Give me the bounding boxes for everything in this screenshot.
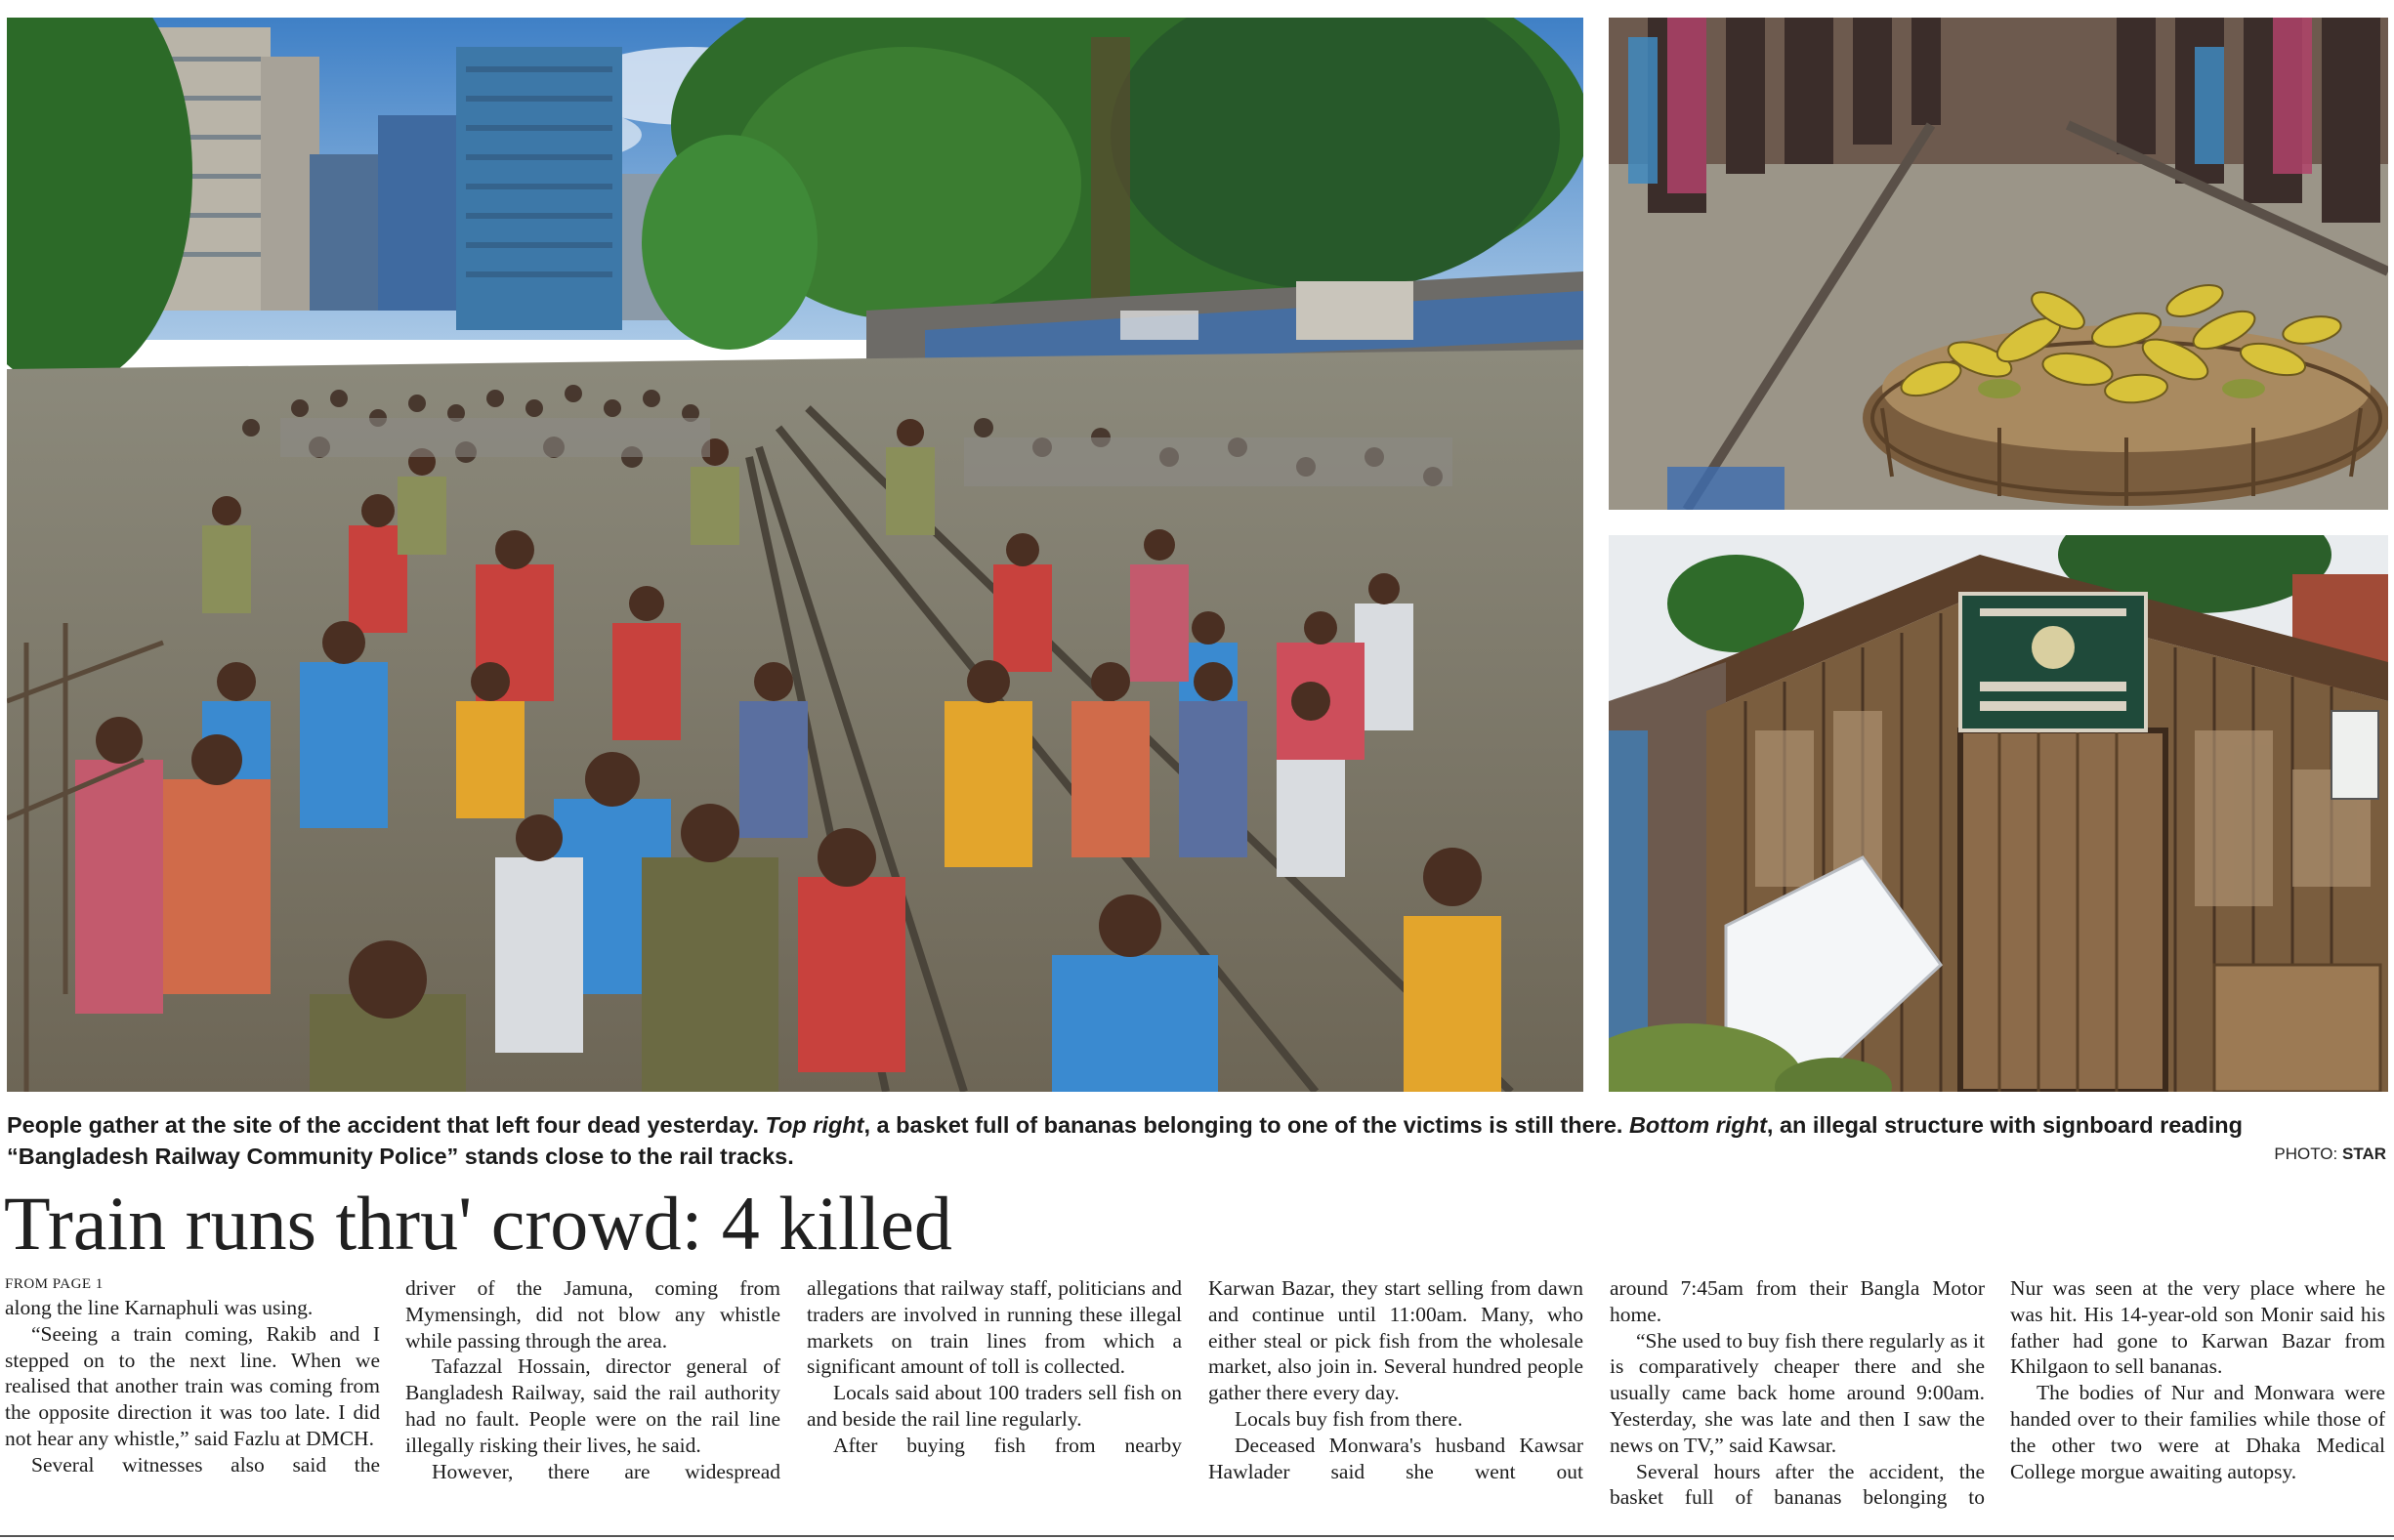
paragraph: Several hours after the accident, the basket full of bananas belonging to xyxy=(1610,1459,1985,1510)
paragraph: Locals buy fish from there. xyxy=(1235,1406,1463,1431)
paragraph: driver of the Jamuna, coming from Mymensingh, did not blow any whistle while passing through the area. xyxy=(405,1276,780,1353)
paragraph: around 7:45am from their Bangla Motor home. xyxy=(1610,1276,1985,1326)
paragraph: Nur was seen at the very place where he was hit. His 14-year-old son Monir said his father had gone to Karwan Bazar from Khilgaon to sell bananas. xyxy=(2010,1276,2385,1379)
photo-credit-source: STAR xyxy=(2341,1145,2386,1163)
paragraph: along the line Karnaphuli was using. xyxy=(5,1296,314,1319)
article-column-3 xyxy=(807,1275,1182,1459)
paragraph: allegations that railway staff, politicians and traders are involved in running these illegal markets on train lines from which a significant amount of toll is collected. xyxy=(807,1276,1182,1379)
photo-caption xyxy=(7,1109,2386,1172)
tin-shack-illustration xyxy=(1609,535,2388,1092)
paragraph: After buying fish from nearby xyxy=(833,1433,1182,1457)
paragraph: “She used to buy fish there regularly as it is comparatively cheaper there and she usually came back home around 9:00am. Yesterday, she was late and then I saw the news on TV,” said Kawsar. xyxy=(1610,1328,1985,1457)
paragraph: Locals said about 100 traders sell fish on and beside the rail line regularly. xyxy=(807,1381,1182,1431)
crowd-scene-illustration xyxy=(7,18,1583,1092)
paragraph: Karwan Bazar, they start selling from dawn and continue until 11:00am. Many, who either steal or pick fish from the wholesale market, also join in. Several hundred people gather there every day. xyxy=(1208,1276,1583,1405)
article-column-4 xyxy=(1208,1275,1583,1484)
photo-credit xyxy=(2274,1145,2386,1164)
article-column-1 xyxy=(5,1275,380,1478)
caption-bottom-right-label: Bottom right xyxy=(1628,1112,1767,1138)
paragraph: The bodies of Nur and Monwara were handed over to their families while those of the other two were at Dhaka Medical College morgue awaiting autopsy. xyxy=(2010,1381,2385,1483)
paragraph: Deceased Monwara's husband Kawsar Hawlader said she went out xyxy=(1208,1433,1583,1483)
caption-part-3: , an illegal structure with signboard reading “Bangladesh Railway Community Police” stands close to the rail tracks. xyxy=(7,1112,2243,1169)
headline: Train runs thru' crowd: 4 killed xyxy=(4,1181,952,1266)
article-column-2 xyxy=(405,1275,780,1484)
photo-banana-basket xyxy=(1609,18,2388,510)
jump-line: FROM PAGE 1 xyxy=(5,1276,104,1292)
caption-part-2: , a basket full of bananas belonging to one of the victims is still there. xyxy=(863,1112,1629,1138)
caption-top-right-label: Top right xyxy=(765,1112,864,1138)
article-column-5 xyxy=(1610,1275,1985,1511)
photo-credit-label: PHOTO: xyxy=(2274,1145,2342,1163)
paragraph: “Seeing a train coming, Rakib and I stepped on to the next line. When we realised that another train was coming from the opposite direction it was too late. I did not hear any whistle,” said Fazlu at DMCH. xyxy=(5,1321,380,1450)
photo-tin-shack-signboard xyxy=(1609,535,2388,1092)
paragraph: Tafazzal Hossain, director general of Bangladesh Railway, said the rail authority had no fault. People were on the rail line illegally risking their lives, he said. xyxy=(405,1354,780,1457)
paragraph: However, there are widespread xyxy=(432,1459,780,1483)
paragraph: Several witnesses also said the xyxy=(31,1452,380,1477)
bottom-rule xyxy=(0,1535,2394,1537)
main-photo-crowd-on-tracks xyxy=(7,18,1583,1092)
article-column-6 xyxy=(2010,1275,2385,1484)
banana-basket-illustration xyxy=(1609,18,2388,510)
caption-part-1: People gather at the site of the accident that left four dead yesterday. xyxy=(7,1112,766,1138)
